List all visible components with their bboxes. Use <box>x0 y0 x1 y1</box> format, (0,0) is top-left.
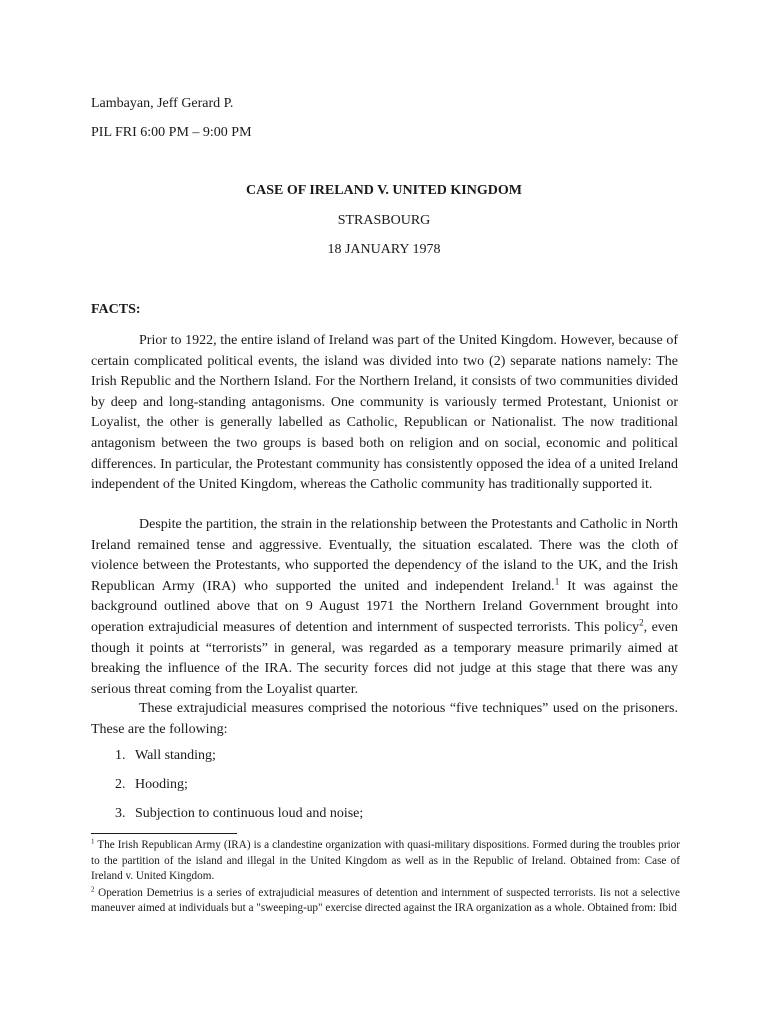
list-item <box>91 804 363 833</box>
footnote-2-mark: 2 <box>91 885 95 894</box>
footnote-1-text: The Irish Republican Army (IRA) is a clandestine organization with quasi-military dispositions. Formed during the troubles prior to the partition of the island and illegal in the United Kingdom as well as in the Republic of Ireland. Obtained from: Case of Ireland v. United Kingdom. <box>91 839 680 883</box>
facts-paragraph-3: These extrajudicial measures comprised the notorious “five techniques” used on the prisoners. These are the following: <box>91 701 678 737</box>
footnote-ref-2: 2 <box>639 617 644 628</box>
footnote-1-mark: 1 <box>91 837 95 846</box>
list-item-number: 1. <box>115 748 126 763</box>
list-item <box>91 746 363 775</box>
techniques-list <box>91 746 363 833</box>
list-item-number: 3. <box>115 806 126 821</box>
paragraph-2-text-c: , even though it points at “terrorists” in general, was regarded as a temporary measure primarily aimed at breaking the influence of the IRA. The security forces did not judge at this stage that there was any serious threat coming from the Loyalist quarter. <box>91 619 678 697</box>
case-title: CASE OF IRELAND V. UNITED KINGDOM <box>246 183 522 198</box>
paragraph-2-text-a: Despite the partition, the strain in the relationship between the Protestants and Catholic in North Ireland remained tense and aggressive. Eventually, the situation escalated. There was the cloth of violence between the Protestants, who supported the dependency of the island to the UK, and the Irish Republican Army (IRA) who supported the united and independent Ireland. <box>91 517 678 594</box>
case-date: 18 JANUARY 1978 <box>327 242 441 257</box>
footnotes <box>91 838 680 918</box>
footnote-2-text: Operation Demetrius is a series of extrajudicial measures of detention and internment of suspected terrorists. Iis not a selective maneuver aimed at individuals but a "sweeping-up" exercise directed against the IRA organization as a whole. Obtained from: Ibid <box>91 886 680 915</box>
facts-paragraph-2 <box>91 515 678 700</box>
list-item-number: 2. <box>115 777 126 792</box>
footnote-ref-1: 1 <box>554 576 560 587</box>
list-item-text: Subjection to continuous loud and noise; <box>135 806 364 821</box>
list-item <box>91 775 363 804</box>
footnote-2 <box>91 886 680 917</box>
class-schedule: PIL FRI 6:00 PM – 9:00 PM <box>91 125 252 140</box>
list-item-text: Wall standing; <box>135 748 216 763</box>
facts-heading: FACTS: <box>91 302 141 317</box>
paragraph-2-text-b: It was against the background outlined above that on 9 August 1971 the Northern Ireland Government brought into operation extrajudicial measures of detention and internment of suspected terrorists. This policy <box>91 578 679 635</box>
facts-paragraph-1: Prior to 1922, the entire island of Ireland was part of the United Kingdom. However, because of certain complicated political events, the island was divided into two (2) separate nations namely: The Irish Republic and the Northern Island. For the Northern Ireland, it consists of two communities divided by deep and long-standing antagonisms. One community is variously termed Protestant, Unionist or Loyalist, the other is generally labelled as Catholic, Republican or Nationalist. The now traditional antagonism between the two groups is based both on religion and on social, economic and political differences. In particular, the Protestant community has consistently opposed the idea of a united Ireland independent of the United Kingdom, whereas the Catholic community has traditionally supported it. <box>91 333 678 493</box>
footnote-divider <box>91 833 237 834</box>
author-name: Lambayan, Jeff Gerard P. <box>91 96 234 111</box>
footnote-1 <box>91 838 680 885</box>
list-item-text: Hooding; <box>135 777 188 792</box>
case-place: STRASBOURG <box>337 213 431 228</box>
